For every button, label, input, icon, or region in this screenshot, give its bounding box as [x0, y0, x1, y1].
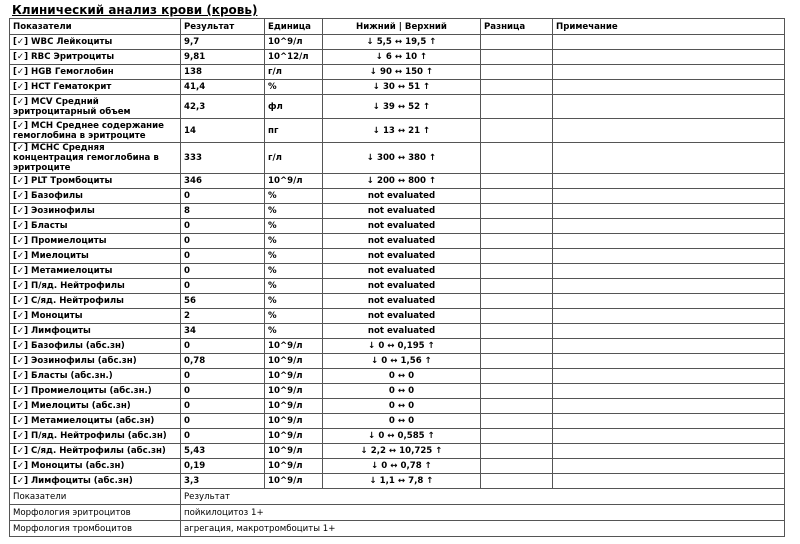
- reference-range-cell: not evaluated: [323, 249, 481, 264]
- note-cell: [553, 369, 785, 384]
- difference-cell: [481, 294, 553, 309]
- table-row: [10, 324, 785, 339]
- reference-range-cell: 0 ↔ 0: [323, 384, 481, 399]
- result-value-cell: 0: [181, 234, 265, 249]
- unit-cell: %: [265, 309, 323, 324]
- parameter-name-cell: [✓] Бласты: [10, 219, 181, 234]
- table-row: [10, 354, 785, 369]
- difference-cell: [481, 279, 553, 294]
- reference-range-cell: not evaluated: [323, 204, 481, 219]
- footer-value-cell: агрегация, макротромбоциты 1+: [181, 521, 785, 537]
- result-value-cell: 9,7: [181, 35, 265, 50]
- footer-row: [10, 505, 785, 521]
- unit-cell: 10^9/л: [265, 399, 323, 414]
- result-value-cell: 41,4: [181, 80, 265, 95]
- difference-cell: [481, 234, 553, 249]
- result-value-cell: 34: [181, 324, 265, 339]
- note-cell: [553, 50, 785, 65]
- table-row: [10, 35, 785, 50]
- unit-cell: 10^9/л: [265, 429, 323, 444]
- unit-cell: г/л: [265, 65, 323, 80]
- note-cell: [553, 264, 785, 279]
- col-header-note: Примечание: [553, 19, 785, 35]
- result-value-cell: 0: [181, 414, 265, 429]
- difference-cell: [481, 339, 553, 354]
- table-row: [10, 474, 785, 489]
- unit-cell: 10^12/л: [265, 50, 323, 65]
- table-row: [10, 95, 785, 119]
- table-row: [10, 143, 785, 174]
- parameter-name-cell: [✓] Промиелоциты: [10, 234, 181, 249]
- note-cell: [553, 354, 785, 369]
- reference-range-cell: ↓ 0 ↔ 0,195 ↑: [323, 339, 481, 354]
- parameter-name-cell: [✓] С/яд. Нейтрофилы (абс.зн): [10, 444, 181, 459]
- unit-cell: 10^9/л: [265, 384, 323, 399]
- difference-cell: [481, 174, 553, 189]
- note-cell: [553, 204, 785, 219]
- note-cell: [553, 414, 785, 429]
- reference-range-cell: ↓ 0 ↔ 1,56 ↑: [323, 354, 481, 369]
- header-row: [10, 19, 785, 35]
- note-cell: [553, 459, 785, 474]
- parameter-name-cell: [✓] С/яд. Нейтрофилы: [10, 294, 181, 309]
- difference-cell: [481, 264, 553, 279]
- reference-range-cell: ↓ 5,5 ↔ 19,5 ↑: [323, 35, 481, 50]
- table-row: [10, 399, 785, 414]
- unit-cell: пг: [265, 119, 323, 143]
- unit-cell: %: [265, 294, 323, 309]
- result-value-cell: 0: [181, 189, 265, 204]
- note-cell: [553, 219, 785, 234]
- difference-cell: [481, 369, 553, 384]
- table-row: [10, 189, 785, 204]
- table-row: [10, 219, 785, 234]
- result-value-cell: 346: [181, 174, 265, 189]
- parameter-name-cell: [✓] Моноциты: [10, 309, 181, 324]
- table-row: [10, 279, 785, 294]
- unit-cell: %: [265, 234, 323, 249]
- unit-cell: 10^9/л: [265, 459, 323, 474]
- table-row: [10, 80, 785, 95]
- parameter-name-cell: [✓] MCHC Средняя концентрация гемоглобина в эритроците: [10, 143, 181, 174]
- parameter-name-cell: [✓] Лимфоциты (абс.зн): [10, 474, 181, 489]
- results-table: [9, 18, 785, 537]
- result-value-cell: 333: [181, 143, 265, 174]
- table-row: [10, 459, 785, 474]
- page-title: Клинический анализ крови (кровь): [12, 3, 258, 17]
- parameter-name-cell: [✓] PLT Тромбоциты: [10, 174, 181, 189]
- col-header-difference: Разница: [481, 19, 553, 35]
- reference-range-cell: 0 ↔ 0: [323, 414, 481, 429]
- note-cell: [553, 324, 785, 339]
- reference-range-cell: not evaluated: [323, 294, 481, 309]
- reference-range-cell: not evaluated: [323, 234, 481, 249]
- parameter-name-cell: [✓] Моноциты (абс.зн): [10, 459, 181, 474]
- unit-cell: %: [265, 189, 323, 204]
- table-row: [10, 429, 785, 444]
- note-cell: [553, 474, 785, 489]
- difference-cell: [481, 354, 553, 369]
- note-cell: [553, 339, 785, 354]
- parameter-name-cell: [✓] Миелоциты (абс.зн): [10, 399, 181, 414]
- result-value-cell: 0: [181, 369, 265, 384]
- note-cell: [553, 95, 785, 119]
- parameter-name-cell: [✓] RBC Эритроциты: [10, 50, 181, 65]
- note-cell: [553, 429, 785, 444]
- difference-cell: [481, 189, 553, 204]
- unit-cell: 10^9/л: [265, 35, 323, 50]
- table-row: [10, 414, 785, 429]
- parameter-name-cell: [✓] MCH Среднее содержание гемоглобина в эритроците: [10, 119, 181, 143]
- note-cell: [553, 65, 785, 80]
- unit-cell: фл: [265, 95, 323, 119]
- reference-range-cell: not evaluated: [323, 279, 481, 294]
- parameter-name-cell: [✓] HGB Гемоглобин: [10, 65, 181, 80]
- table-row: [10, 294, 785, 309]
- parameter-name-cell: [✓] MCV Средний эритроцитарный объем: [10, 95, 181, 119]
- difference-cell: [481, 384, 553, 399]
- table-row: [10, 264, 785, 279]
- note-cell: [553, 444, 785, 459]
- result-value-cell: 0: [181, 429, 265, 444]
- difference-cell: [481, 143, 553, 174]
- unit-cell: %: [265, 219, 323, 234]
- result-value-cell: 14: [181, 119, 265, 143]
- note-cell: [553, 249, 785, 264]
- difference-cell: [481, 324, 553, 339]
- parameter-name-cell: [✓] Метамиелоциты: [10, 264, 181, 279]
- note-cell: [553, 119, 785, 143]
- note-cell: [553, 279, 785, 294]
- unit-cell: 10^9/л: [265, 369, 323, 384]
- parameter-name-cell: [✓] Базофилы: [10, 189, 181, 204]
- difference-cell: [481, 474, 553, 489]
- col-header-result: Результат: [181, 19, 265, 35]
- note-cell: [553, 80, 785, 95]
- reference-range-cell: not evaluated: [323, 324, 481, 339]
- result-value-cell: 9,81: [181, 50, 265, 65]
- reference-range-cell: 0 ↔ 0: [323, 399, 481, 414]
- col-header-unit: Единица: [265, 19, 323, 35]
- unit-cell: 10^9/л: [265, 354, 323, 369]
- difference-cell: [481, 429, 553, 444]
- difference-cell: [481, 309, 553, 324]
- result-value-cell: 0: [181, 384, 265, 399]
- reference-range-cell: 0 ↔ 0: [323, 369, 481, 384]
- note-cell: [553, 309, 785, 324]
- note-cell: [553, 174, 785, 189]
- difference-cell: [481, 219, 553, 234]
- reference-range-cell: not evaluated: [323, 189, 481, 204]
- parameter-name-cell: [✓] Лимфоциты: [10, 324, 181, 339]
- parameter-name-cell: [✓] Бласты (абс.зн.): [10, 369, 181, 384]
- result-value-cell: 0: [181, 399, 265, 414]
- difference-cell: [481, 414, 553, 429]
- table-body: [10, 35, 785, 537]
- unit-cell: 10^9/л: [265, 339, 323, 354]
- col-header-range: Нижний | Верхний: [323, 19, 481, 35]
- unit-cell: г/л: [265, 143, 323, 174]
- reference-range-cell: ↓ 6 ↔ 10 ↑: [323, 50, 481, 65]
- unit-cell: %: [265, 204, 323, 219]
- reference-range-cell: ↓ 90 ↔ 150 ↑: [323, 65, 481, 80]
- table-row: [10, 234, 785, 249]
- reference-range-cell: not evaluated: [323, 219, 481, 234]
- result-value-cell: 8: [181, 204, 265, 219]
- table-row: [10, 384, 785, 399]
- difference-cell: [481, 444, 553, 459]
- unit-cell: 10^9/л: [265, 174, 323, 189]
- result-value-cell: 0,78: [181, 354, 265, 369]
- reference-range-cell: ↓ 39 ↔ 52 ↑: [323, 95, 481, 119]
- unit-cell: %: [265, 80, 323, 95]
- unit-cell: 10^9/л: [265, 474, 323, 489]
- difference-cell: [481, 65, 553, 80]
- result-value-cell: 0: [181, 339, 265, 354]
- result-value-cell: 3,3: [181, 474, 265, 489]
- footer-row: [10, 489, 785, 505]
- note-cell: [553, 384, 785, 399]
- footer-label-cell: Морфология тромбоцитов: [10, 521, 181, 537]
- parameter-name-cell: [✓] Метамиелоциты (абс.зн): [10, 414, 181, 429]
- footer-label-cell: Показатели: [10, 489, 181, 505]
- unit-cell: 10^9/л: [265, 444, 323, 459]
- reference-range-cell: ↓ 1,1 ↔ 7,8 ↑: [323, 474, 481, 489]
- table-row: [10, 309, 785, 324]
- unit-cell: 10^9/л: [265, 414, 323, 429]
- table-row: [10, 174, 785, 189]
- table-row: [10, 339, 785, 354]
- table-row: [10, 444, 785, 459]
- table-row: [10, 50, 785, 65]
- reference-range-cell: not evaluated: [323, 309, 481, 324]
- note-cell: [553, 294, 785, 309]
- footer-label-cell: Морфология эритроцитов: [10, 505, 181, 521]
- col-header-parameter: Показатели: [10, 19, 181, 35]
- reference-range-cell: ↓ 2,2 ↔ 10,725 ↑: [323, 444, 481, 459]
- result-value-cell: 0: [181, 249, 265, 264]
- result-value-cell: 0: [181, 279, 265, 294]
- parameter-name-cell: [✓] HCT Гематокрит: [10, 80, 181, 95]
- table-row: [10, 369, 785, 384]
- reference-range-cell: ↓ 13 ↔ 21 ↑: [323, 119, 481, 143]
- parameter-name-cell: [✓] Эозинофилы: [10, 204, 181, 219]
- difference-cell: [481, 95, 553, 119]
- footer-row: [10, 521, 785, 537]
- result-value-cell: 0: [181, 219, 265, 234]
- unit-cell: %: [265, 249, 323, 264]
- parameter-name-cell: [✓] Базофилы (абс.зн): [10, 339, 181, 354]
- difference-cell: [481, 50, 553, 65]
- result-value-cell: 5,43: [181, 444, 265, 459]
- reference-range-cell: ↓ 0 ↔ 0,78 ↑: [323, 459, 481, 474]
- note-cell: [553, 35, 785, 50]
- result-value-cell: 138: [181, 65, 265, 80]
- unit-cell: %: [265, 264, 323, 279]
- difference-cell: [481, 399, 553, 414]
- parameter-name-cell: [✓] П/яд. Нейтрофилы (абс.зн): [10, 429, 181, 444]
- difference-cell: [481, 459, 553, 474]
- result-value-cell: 56: [181, 294, 265, 309]
- difference-cell: [481, 204, 553, 219]
- table-row: [10, 65, 785, 80]
- table-row: [10, 249, 785, 264]
- reference-range-cell: ↓ 30 ↔ 51 ↑: [323, 80, 481, 95]
- unit-cell: %: [265, 324, 323, 339]
- result-value-cell: 2: [181, 309, 265, 324]
- note-cell: [553, 234, 785, 249]
- footer-value-cell: пойкилоцитоз 1+: [181, 505, 785, 521]
- difference-cell: [481, 249, 553, 264]
- table-row: [10, 204, 785, 219]
- result-value-cell: 0: [181, 264, 265, 279]
- difference-cell: [481, 35, 553, 50]
- reference-range-cell: ↓ 0 ↔ 0,585 ↑: [323, 429, 481, 444]
- parameter-name-cell: [✓] WBC Лейкоциты: [10, 35, 181, 50]
- table-row: [10, 119, 785, 143]
- result-value-cell: 0,19: [181, 459, 265, 474]
- reference-range-cell: ↓ 200 ↔ 800 ↑: [323, 174, 481, 189]
- parameter-name-cell: [✓] Эозинофилы (абс.зн): [10, 354, 181, 369]
- note-cell: [553, 399, 785, 414]
- difference-cell: [481, 80, 553, 95]
- note-cell: [553, 189, 785, 204]
- parameter-name-cell: [✓] Миелоциты: [10, 249, 181, 264]
- footer-value-cell: Результат: [181, 489, 785, 505]
- note-cell: [553, 143, 785, 174]
- reference-range-cell: not evaluated: [323, 264, 481, 279]
- unit-cell: %: [265, 279, 323, 294]
- result-value-cell: 42,3: [181, 95, 265, 119]
- parameter-name-cell: [✓] Промиелоциты (абс.зн.): [10, 384, 181, 399]
- parameter-name-cell: [✓] П/яд. Нейтрофилы: [10, 279, 181, 294]
- difference-cell: [481, 119, 553, 143]
- reference-range-cell: ↓ 300 ↔ 380 ↑: [323, 143, 481, 174]
